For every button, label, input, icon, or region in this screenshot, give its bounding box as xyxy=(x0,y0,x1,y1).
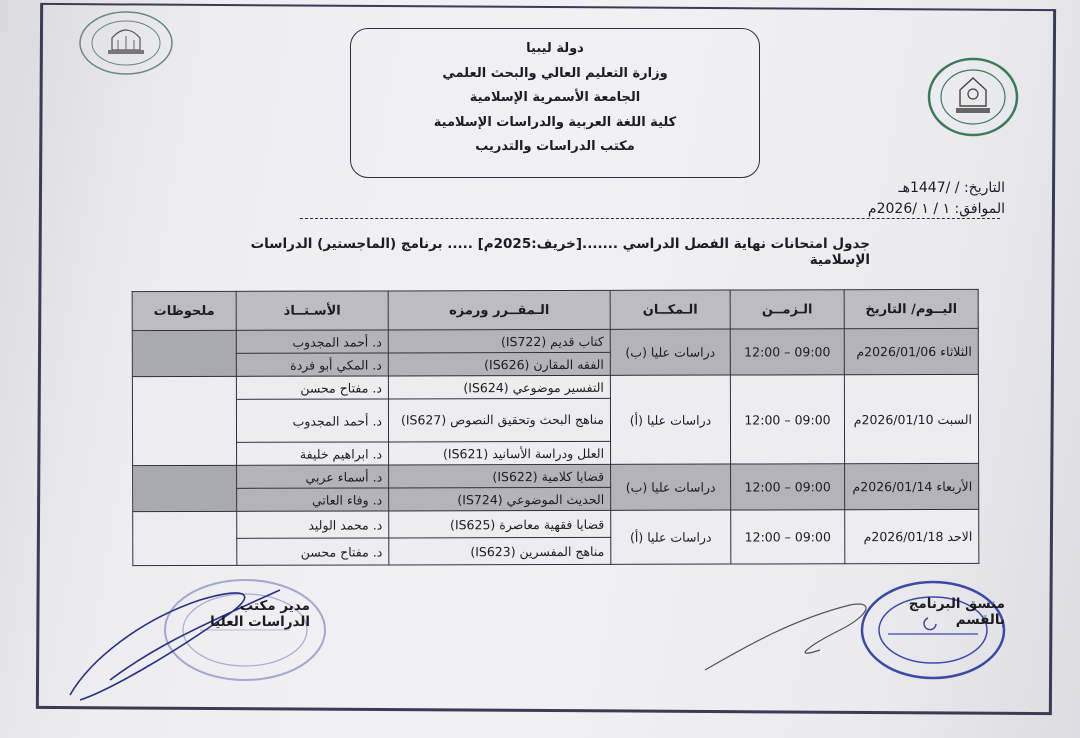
university-seal-logo xyxy=(926,56,1020,138)
day-cell: السبت 2026/01/10م xyxy=(844,374,978,463)
header-line-office: مكتب الدراسات والتدريب xyxy=(475,139,635,154)
time-cell: 09:00 – 12:00 xyxy=(730,375,844,464)
header-course: الـمقــرر ورمزه xyxy=(388,290,610,330)
time-cell: 09:00 – 12:00 xyxy=(731,464,845,510)
table-row xyxy=(132,328,978,353)
signature-program-coordinator: منسق البرنامج بالقسم xyxy=(908,596,1005,628)
prof-cell: د. مفتاح محسن xyxy=(236,376,388,399)
hijri-date: التاريخ: / /1447هـ xyxy=(898,180,1005,196)
notes-cell xyxy=(133,465,237,511)
table-header-row xyxy=(132,289,978,330)
schedule-title: جدول امتحانات نهاية الفصل الدراسي .......[خريف:2025م] ..... برنامج (الماجستير) الدراسات الإسلامية xyxy=(250,236,870,268)
table-row xyxy=(133,509,979,538)
course-cell: التفسير موضوعي (IS624) xyxy=(388,375,610,399)
signature-scribble-left xyxy=(50,560,310,710)
header-notes: ملحوظات xyxy=(132,291,236,330)
prof-cell: د. أحمد المجدوب xyxy=(236,330,388,353)
time-cell: 09:00 – 12:00 xyxy=(730,329,844,375)
exam-schedule-table xyxy=(132,289,980,566)
header-time: الـزمــن xyxy=(730,290,844,329)
course-cell: الحديث الموضوعي (IS724) xyxy=(389,487,611,511)
prof-cell: د. محمد الوليد xyxy=(237,511,389,538)
header-line-country: دولة ليبيا xyxy=(526,41,584,56)
place-cell: دراسات عليا (أ) xyxy=(610,375,730,464)
day-cell: الاحد 2026/01/18م xyxy=(845,509,979,563)
notes-cell xyxy=(132,330,236,376)
signature-scribble-right xyxy=(700,590,880,680)
dashed-divider xyxy=(300,218,1000,219)
course-cell: الفقه المقارن (IS626) xyxy=(388,352,610,376)
table-row xyxy=(132,374,978,399)
place-cell: دراسات عليا (أ) xyxy=(611,510,731,564)
prof-cell: د. ابراهيم خليفة xyxy=(237,442,389,465)
day-cell: الأربعاء 2026/01/14م xyxy=(845,463,979,509)
prof-cell: د. أحمد المجدوب xyxy=(236,399,388,442)
prof-cell: د. مفتاح محسن xyxy=(237,538,389,565)
course-cell: كتاب قديم (IS722) xyxy=(388,329,610,353)
header-prof: الأسـتــاذ xyxy=(236,291,388,330)
table-row xyxy=(133,463,979,488)
letterhead-box xyxy=(350,28,760,178)
course-cell: قضايا فقهية معاصرة (IS625) xyxy=(389,510,611,538)
header-line-college: كلية اللغة العربية والدراسات الإسلامية xyxy=(433,114,677,130)
prof-cell: د. المكي أبو فردة xyxy=(236,353,388,376)
course-cell: قضايا كلامية (IS622) xyxy=(389,464,611,488)
place-cell: دراسات عليا (ب) xyxy=(611,464,731,510)
course-cell: العلل ودراسة الأسانيد (IS621) xyxy=(389,441,611,465)
place-cell: دراسات عليا (ب) xyxy=(610,329,730,375)
signature-graduate-director: مدير مكتب الدراسات العليا xyxy=(210,598,310,630)
college-seal-logo xyxy=(78,10,174,76)
department-stamp xyxy=(858,578,1008,682)
course-cell: مناهج البحث وتحقيق النصوص (IS627) xyxy=(388,398,610,442)
date-block xyxy=(830,178,1005,220)
header-line-ministry: وزارة التعليم العالي والبحث العلمي xyxy=(442,65,668,81)
time-cell: 09:00 – 12:00 xyxy=(731,510,845,564)
notes-cell xyxy=(133,511,237,565)
gregorian-date: الموافق: ١ / ١ /2026م xyxy=(867,201,1005,217)
header-day: اليــوم/ التاريخ xyxy=(844,289,978,328)
prof-cell: د. أسماء عربي xyxy=(237,465,389,488)
header-place: الـمكــان xyxy=(610,290,730,329)
header-line-university: الجامعة الأسمرية الإسلامية xyxy=(469,90,641,105)
day-cell: الثلاثاء 2026/01/06م xyxy=(844,328,978,374)
course-cell: مناهج المفسرين (IS623) xyxy=(389,537,611,565)
notes-cell xyxy=(132,376,236,465)
prof-cell: د. وفاء العاتي xyxy=(237,488,389,511)
